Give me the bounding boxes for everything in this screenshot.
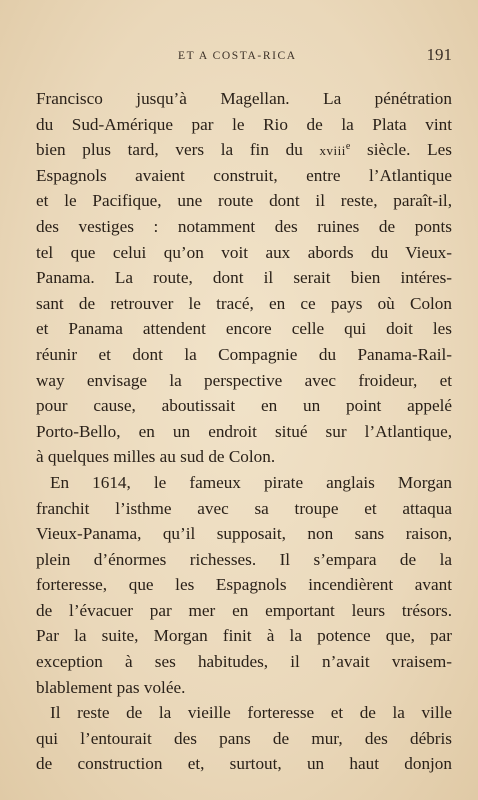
text-line: pour cause, aboutissait en un point appelé xyxy=(36,396,452,416)
text-line: plein d’énormes richesses. Il s’empara de la xyxy=(36,549,452,569)
text-line: franchit l’isthme avec sa troupe et attaqua xyxy=(36,498,452,518)
text-fragment: siècle. Les xyxy=(350,140,452,160)
paragraph-3 xyxy=(36,700,452,777)
text-line: Il reste de la vieille forteresse et de la ville xyxy=(50,703,452,723)
text-line: tel que celui qu’on voit aux abords du Vieux- xyxy=(36,242,452,262)
text-line: à quelques milles au sud de Colon. xyxy=(36,447,276,467)
text-line: En 1614, le fameux pirate anglais Morgan xyxy=(50,472,452,492)
body-text xyxy=(36,86,452,777)
text-line: réunir et dont la Compagnie du Panama-Rail- xyxy=(36,344,452,364)
text-line: forteresse, que les Espagnols incendièrent avant xyxy=(36,575,452,595)
century-suffix: e xyxy=(345,141,351,153)
text-line: de construction et, surtout, un haut donjon xyxy=(36,754,452,774)
text-line: Par la suite, Morgan finit à la potence que, par xyxy=(36,626,452,646)
text-line: qui l’entourait des pans de mur, des débris xyxy=(36,728,452,748)
century-numeral: xviii xyxy=(319,143,346,159)
text-line: way envisage la perspective avec froideur, et xyxy=(36,370,452,390)
text-line: Porto-Bello, en un endroit situé sur l’Atlantique, xyxy=(36,421,452,441)
text-line: Panama. La route, dont il serait bien intéres- xyxy=(36,268,452,288)
page-number: 191 xyxy=(426,45,452,64)
text-line: sant de retrouver le tracé, en ce pays où Colon xyxy=(36,293,452,313)
text-line-with-century xyxy=(36,137,452,163)
paragraph-1 xyxy=(36,86,452,470)
text-line: de l’évacuer par mer en emportant leurs trésors. xyxy=(36,600,452,620)
text-line: Francisco jusqu’à Magellan. La pénétration xyxy=(36,89,452,108)
text-line: du Sud-Amérique par le Rio de la Plata vint xyxy=(36,114,452,134)
paragraph-2 xyxy=(36,470,452,700)
text-line: et Panama attendent encore celle qui doit les xyxy=(36,319,452,339)
text-fragment: bien plus tard, vers la fin du xyxy=(36,140,320,160)
text-line: blablement pas volée. xyxy=(36,677,186,697)
text-line: exception à ses habitudes, il n’avait vraisem- xyxy=(36,652,452,672)
running-title: ET A COSTA-RICA xyxy=(178,50,297,62)
text-line: et le Pacifique, une route dont il reste, paraît-il, xyxy=(36,191,452,211)
text-line: Vieux-Panama, qu’il supposait, non sans raison, xyxy=(36,524,452,544)
text-line: des vestiges : notamment des ruines de ponts xyxy=(36,216,452,236)
page-header xyxy=(36,44,452,68)
text-line: Espagnols avaient construit, entre l’Atlantique xyxy=(36,165,452,185)
